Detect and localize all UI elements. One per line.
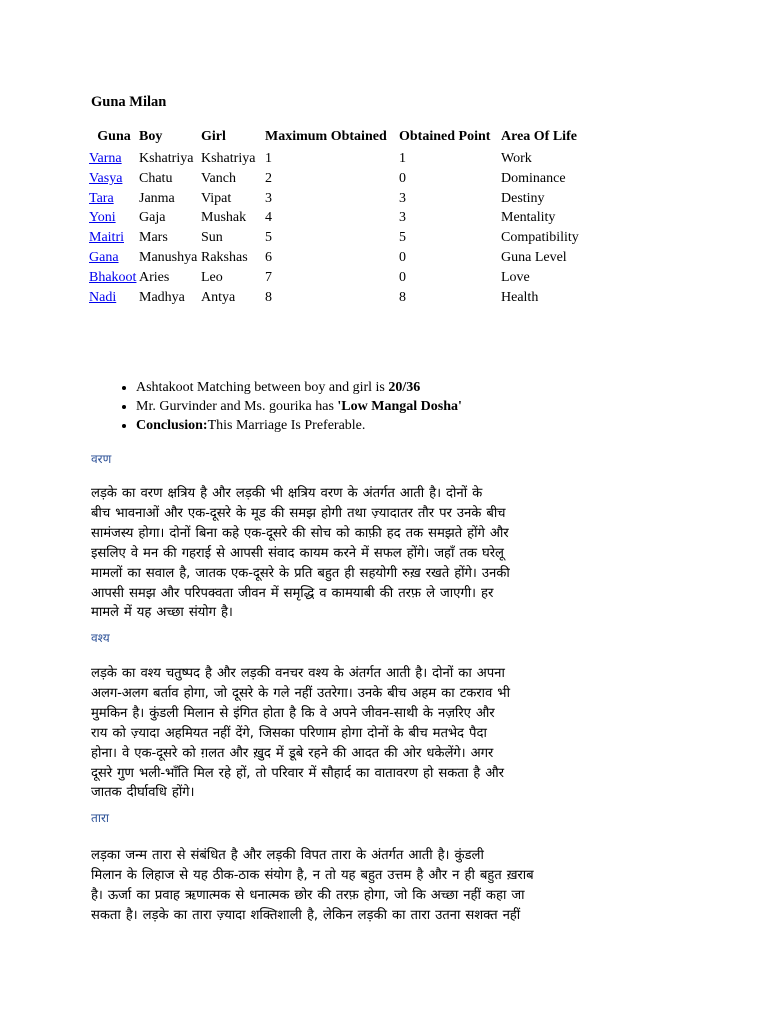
- boy-cell: Manushya: [139, 249, 198, 265]
- boy-cell: Kshatriya: [139, 151, 194, 166]
- girl-cell: Antya: [201, 289, 236, 305]
- area-cell: Destiny: [501, 190, 545, 206]
- max-cell: 6: [265, 249, 272, 265]
- obtained-cell: 1: [399, 151, 406, 166]
- paragraph-line: आपसी समझ और परिपक्वता जीवन में समृद्धि व कामयाबी की तरफ़ ले जाएगी। हर: [91, 585, 494, 601]
- guna-link-maitri[interactable]: Maitri: [89, 230, 124, 246]
- area-cell: Work: [501, 151, 532, 166]
- paragraph-line: मुमकिन है। कुंडली मिलान से इंगित होता है कि वे अपने जीवन-साथी के नज़रिए और: [91, 705, 495, 721]
- table-row: [89, 151, 611, 171]
- boy-cell: Janma: [139, 190, 175, 206]
- header-girl: Girl: [201, 129, 226, 144]
- area-cell: Mentality: [501, 210, 556, 226]
- obtained-cell: 8: [399, 289, 406, 305]
- paragraph-line: सामंजस्य होगा। दोनों बिना कहे एक-दूसरे की सोच को काफ़ी हद तक समझते होंगे और: [91, 525, 509, 541]
- girl-cell: Rakshas: [201, 249, 248, 265]
- conclusion-label: Conclusion:: [136, 418, 208, 433]
- table-header-row: [89, 129, 611, 151]
- girl-cell: Vipat: [201, 190, 232, 206]
- section-heading-varna: वरण: [91, 452, 112, 466]
- section-heading-tara: तारा: [91, 811, 109, 825]
- table-row: [89, 250, 611, 270]
- girl-cell: Mushak: [201, 210, 247, 226]
- summary-list: [108, 378, 462, 435]
- header-maximum-obtained: Maximum Obtained: [265, 129, 387, 144]
- obtained-cell: 3: [399, 210, 406, 226]
- max-cell: 4: [265, 210, 272, 226]
- guna-link-bhakoot[interactable]: Bhakoot: [89, 269, 137, 285]
- guna-link-gana[interactable]: Gana: [89, 249, 119, 265]
- ashtakoot-score: 20/36: [388, 380, 421, 395]
- header-guna: Guna: [97, 129, 131, 144]
- paragraph-line: अलग-अलग बर्ताव होगा, जो दूसरे के गले नहीं उतरेगा। उनके बीच अहम का टकराव भी: [91, 685, 510, 701]
- section-heading-vashya: वश्य: [91, 631, 110, 645]
- area-cell: Dominance: [501, 170, 566, 186]
- boy-cell: Chatu: [139, 170, 173, 186]
- paragraph-line: लड़के का वश्य चतुष्पद है और लड़की वनचर वश्य के अंतर्गत आती है। दोनों का अपना: [91, 666, 505, 681]
- page-title: Guna Milan: [91, 94, 167, 110]
- table-row: [89, 191, 611, 211]
- ashtakoot-text: Ashtakoot Matching between boy and girl is: [136, 380, 389, 395]
- header-boy: Boy: [139, 129, 163, 144]
- obtained-cell: 3: [399, 190, 406, 206]
- mangal-dosha-value: 'Low Mangal Dosha': [337, 399, 462, 414]
- area-cell: Compatibility: [501, 230, 579, 246]
- paragraph-tara: [91, 846, 691, 926]
- paragraph-line: दूसरे गुण भली-भाँति मिल रहे हों, तो परिवार में सौहार्द का वातावरण हो सकता है और: [91, 765, 504, 781]
- obtained-cell: 0: [399, 249, 406, 265]
- obtained-cell: 0: [399, 269, 406, 285]
- conclusion-summary: [136, 416, 462, 435]
- guna-link-yoni[interactable]: Yoni: [89, 210, 116, 226]
- guna-link-nadi[interactable]: Nadi: [89, 289, 117, 305]
- guna-link-vasya[interactable]: Vasya: [89, 170, 123, 186]
- paragraph-line: लड़के का वरण क्षत्रिय है और लड़की भी क्षत्रिय वरण के अंतर्गत आती है। दोनों के: [91, 486, 483, 501]
- mangal-text: Mr. Gurvinder and Ms. gourika has: [136, 399, 338, 414]
- paragraph-line: इसलिए वे मन की गहराई से आपसी संवाद कायम करने में सफल होंगे। जहाँ तक घरेलू: [91, 545, 504, 561]
- max-cell: 5: [265, 230, 272, 246]
- conclusion-text: This Marriage Is Preferable.: [207, 418, 366, 433]
- girl-cell: Sun: [201, 230, 223, 246]
- paragraph-line: मामलों का सवाल है, जातक एक-दूसरे के प्रति बहुत ही सहयोगी रुख़ रखते होंगे। उनकी: [91, 565, 510, 581]
- area-cell: Love: [501, 269, 530, 285]
- max-cell: 8: [265, 289, 272, 305]
- paragraph-line: बीच भावनाओं और एक-दूसरे के मूड की समझ होगी तथा ज़्यादातर तौर पर उनके बीच: [91, 505, 506, 521]
- header-obtained-point: Obtained Point: [399, 129, 491, 144]
- max-cell: 3: [265, 190, 272, 206]
- table-row: [89, 210, 611, 230]
- obtained-cell: 5: [399, 230, 406, 246]
- max-cell: 7: [265, 269, 272, 285]
- boy-cell: Mars: [139, 230, 168, 246]
- girl-cell: Vanch: [201, 170, 236, 186]
- paragraph-line: है। ऊर्जा का प्रवाह ऋणात्मक से धनात्मक छोर की तरफ़ होगा, जो कि अच्छा नहीं कहा जा: [91, 887, 525, 903]
- mangal-dosha-summary: [136, 397, 462, 416]
- area-cell: Health: [501, 289, 539, 305]
- boy-cell: Aries: [139, 269, 170, 285]
- boy-cell: Madhya: [139, 289, 185, 305]
- ashtakoot-summary: [136, 378, 462, 397]
- paragraph-varna: [91, 484, 691, 623]
- paragraph-line: जातक दीर्घावधि होंगे।: [91, 785, 195, 801]
- paragraph-line: सकता है। लड़के का तारा ज़्यादा शक्तिशाली है, लेकिन लड़की का तारा उतना सशक्त नहीं: [91, 907, 521, 923]
- table-row: [89, 230, 611, 250]
- max-cell: 1: [265, 151, 272, 166]
- paragraph-line: होना। वे एक-दूसरे को ग़लत और ख़ुद में डूबे रहने की आदत की ओर धकेलेंगे। अगर: [91, 745, 494, 761]
- guna-milan-table: [89, 129, 611, 309]
- table-row: [89, 290, 611, 310]
- paragraph-line: मामले में यह अच्छा संयोग है।: [91, 605, 233, 621]
- guna-link-tara[interactable]: Tara: [89, 190, 114, 206]
- girl-cell: Kshatriya: [201, 151, 256, 166]
- guna-link-varna[interactable]: Varna: [89, 151, 122, 166]
- girl-cell: Leo: [201, 269, 223, 285]
- table-row: [89, 270, 611, 290]
- table-row: [89, 171, 611, 191]
- obtained-cell: 0: [399, 170, 406, 186]
- area-cell: Guna Level: [501, 249, 567, 265]
- paragraph-vashya: [91, 664, 691, 803]
- header-area-of-life: Area Of Life: [501, 129, 577, 144]
- paragraph-line: राय को ज़्यादा अहमियत नहीं देंगे, जिसका परिणाम होगा दोनों के बीच मतभेद पैदा: [91, 725, 487, 741]
- paragraph-line: लड़का जन्म तारा से संबंधित है और लड़की विपत तारा के अंतर्गत आती है। कुंडली: [91, 848, 484, 863]
- max-cell: 2: [265, 170, 272, 186]
- paragraph-line: मिलान के लिहाज से यह ठीक-ठाक संयोग है, न तो यह बहुत उत्तम है और न ही बहुत ख़राब: [91, 867, 534, 883]
- boy-cell: Gaja: [139, 210, 166, 226]
